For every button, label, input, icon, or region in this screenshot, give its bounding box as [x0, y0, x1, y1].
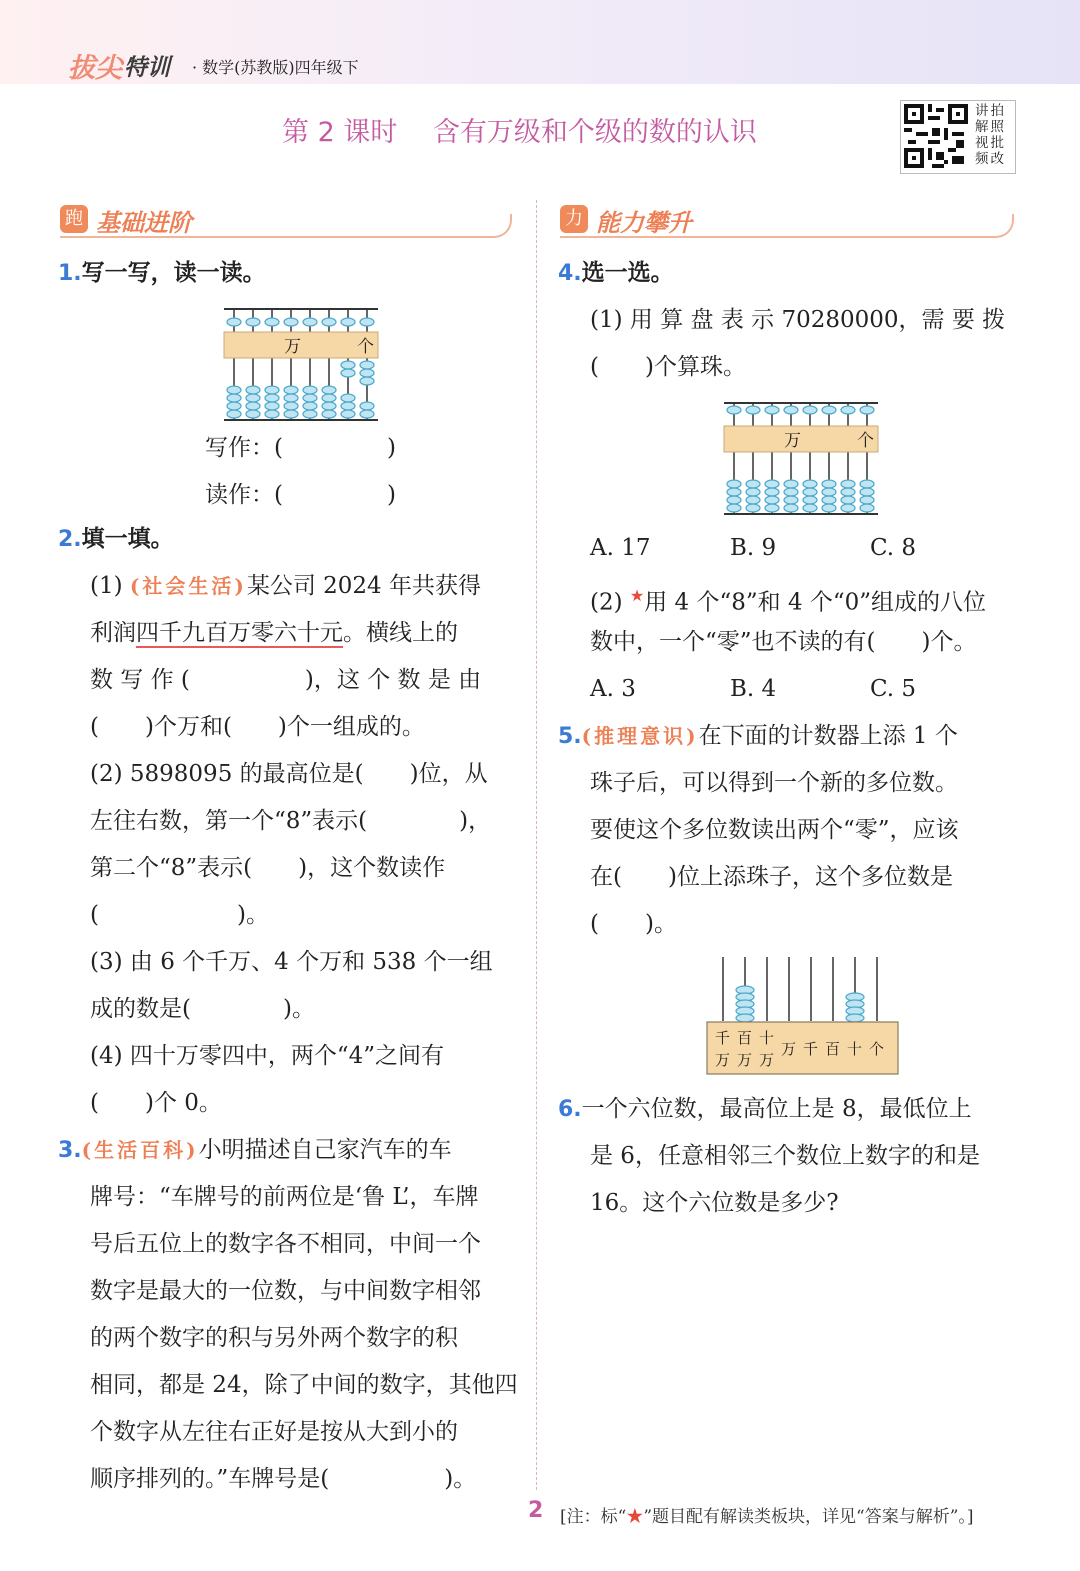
topic-tag: (推理意识)	[581, 724, 699, 748]
close-paren: )	[386, 482, 396, 508]
question-number: 3.	[58, 1138, 82, 1163]
place-label-qian: 千	[803, 1040, 819, 1058]
lesson-title: 第 2 课时 含有万级和个级的数的认识	[282, 117, 757, 148]
section-underline	[560, 214, 1014, 238]
q4-p1-line2[interactable]: ( )个算珠。	[590, 354, 746, 380]
question-3: 3.(生活百科)小明描述自己家汽车的车	[58, 1137, 452, 1163]
q4-option-a1[interactable]: A. 17	[590, 535, 651, 561]
q2-p1-line1: (1) (社会生活)某公司 2024 年共获得	[90, 573, 481, 599]
question-number: 1.	[58, 261, 82, 286]
footer-note: [注：标“★”题目配有解读类板块，详见“答案与解析”。]	[560, 1507, 974, 1527]
q3-line: 号后五位上的数字各不相同，中间一个	[90, 1231, 481, 1257]
section-title-basic: 基础进阶	[96, 209, 192, 237]
question-1	[58, 250, 266, 297]
place-label-baiwan: 百	[737, 1029, 753, 1047]
q2-p2-line1[interactable]: (2) 5898095 的最高位是( )位，从	[90, 761, 488, 787]
q2-p3-line1: (3) 由 6 个千万、4 个万和 538 个一组	[90, 949, 493, 975]
q2-p1-line3[interactable]: 数 写 作 ( )，这 个 数 是 由	[90, 667, 482, 693]
q5-line: 要使这个多位数读出两个“零”，应该	[590, 817, 959, 843]
q4-option-a2[interactable]: A. 3	[590, 676, 636, 702]
place-label-shiwan: 万	[759, 1051, 775, 1069]
question-text: 选一选。	[581, 260, 674, 286]
q3-line: 数字是最大的一位数，与中间数字相邻	[90, 1278, 481, 1304]
q2-p2-line4[interactable]: ( )。	[90, 902, 269, 928]
read-label: 读作：(	[205, 482, 283, 508]
q4-p2-line1: (2) ★用 4 个“8”和 4 个“0”组成的八位	[590, 586, 987, 616]
qr-caption: 讲拍解照视批频改	[975, 103, 1006, 167]
q5-line[interactable]: ( )。	[590, 911, 677, 937]
question-number: 4.	[558, 261, 582, 286]
abacus-label-wan: 万	[284, 337, 301, 357]
counter-beads	[736, 986, 864, 1022]
question-number: 6.	[558, 1097, 582, 1122]
place-label-baiwan: 万	[737, 1051, 753, 1069]
question-4	[558, 250, 674, 297]
q4-p2-line2[interactable]: 数中，一个“零”也不读的有( )个。	[590, 629, 977, 655]
qr-code-icon[interactable]	[904, 104, 968, 168]
question-5: 5.(推理意识)在下面的计数器上添 1 个	[558, 723, 958, 749]
q3-line: 的两个数字的积与另外两个数字的积	[90, 1325, 458, 1351]
place-label-ge: 个	[869, 1040, 885, 1058]
q3-answer-line[interactable]: 顺序排列的。”车牌号是( )。	[90, 1466, 477, 1492]
q6-line: 16。这个六位数是多少?	[590, 1190, 839, 1216]
close-paren: )	[386, 435, 396, 461]
q2-p3-line2[interactable]: 成的数是( )。	[90, 996, 315, 1022]
question-6: 6.一个六位数，最高位上是 8，最低位上	[558, 1096, 972, 1122]
question-text: 填一填。	[81, 526, 174, 552]
page-number: 2	[528, 1498, 544, 1523]
q1-write-line[interactable]	[205, 425, 396, 472]
section-underline	[60, 214, 512, 238]
q6-line: 是 6，任意相邻三个数位上数字的和是	[590, 1143, 980, 1169]
q4-option-c2[interactable]: C. 5	[870, 676, 917, 702]
place-label-qianwan: 万	[715, 1051, 731, 1069]
star-icon: ★	[626, 1507, 644, 1527]
q2-p2-line3[interactable]: 第二个“8”表示( )，这个数读作	[90, 855, 446, 881]
q2-p4-line2[interactable]: ( )个 0。	[90, 1090, 222, 1116]
brand-logo-dark: 特训	[124, 55, 170, 81]
place-label-wan: 万	[781, 1040, 797, 1058]
runner-icon: 跑	[60, 205, 88, 233]
place-label-bai: 百	[825, 1040, 841, 1058]
q2-p4-line1: (4) 四十万零四中，两个“4”之间有	[90, 1043, 445, 1069]
question-number: 2.	[58, 527, 82, 552]
abacus-q1	[222, 306, 380, 424]
counting-frame	[705, 955, 900, 1077]
section-title-advanced: 能力攀升	[596, 209, 692, 237]
place-label-shi: 十	[847, 1040, 863, 1058]
abacus-q4	[722, 400, 880, 518]
underlined-number: 四千九百万零六十元	[136, 620, 343, 646]
q2-p1-line4[interactable]: ( )个万和( )个一组成的。	[90, 714, 425, 740]
place-label-shiwan: 十	[759, 1029, 775, 1047]
q4-option-b1[interactable]: B. 9	[730, 535, 777, 561]
place-label-qianwan: 千	[715, 1029, 731, 1047]
strength-icon: 力	[560, 205, 588, 233]
abacus-label-ge: 个	[357, 337, 374, 357]
q2-p2-line2[interactable]: 左往右数，第一个“8”表示( )，	[90, 808, 492, 834]
q4-option-b2[interactable]: B. 4	[730, 676, 777, 702]
q3-line: 个数字从左往右正好是按从大到小的	[90, 1419, 458, 1445]
write-label: 写作：(	[205, 435, 283, 461]
topic-tag: (生活百科)	[81, 1138, 199, 1162]
q4-p1-line1: (1) 用 算 盘 表 示 70280000，需 要 拨	[590, 307, 1006, 333]
q2-p1-line2: 利润四千九百万零六十元。横线上的	[90, 620, 458, 646]
topic-tag: (社会生活)	[129, 574, 247, 598]
question-number: 5.	[558, 724, 582, 749]
abacus-label-ge: 个	[857, 431, 874, 451]
question-text: 写一写，读一读。	[81, 260, 266, 286]
q3-line: 相同，都是 24，除了中间的数字，其他四	[90, 1372, 518, 1398]
star-icon: ★	[629, 586, 645, 605]
column-divider	[536, 200, 537, 1490]
abacus-beads	[727, 406, 874, 512]
book-subtitle: · 数学(苏教版)四年级下	[192, 58, 359, 77]
q4-option-c1[interactable]: C. 8	[870, 535, 917, 561]
q1-read-line[interactable]	[205, 472, 396, 519]
abacus-label-wan: 万	[784, 431, 801, 451]
q5-line[interactable]: 在( )位上添珠子，这个多位数是	[590, 864, 953, 890]
brand-logo-red: 拔尖	[68, 53, 122, 84]
q5-line: 珠子后，可以得到一个新的多位数。	[590, 770, 958, 796]
question-2	[58, 516, 174, 563]
q3-line: 牌号：“车牌号的前两位是‘鲁 L’，车牌	[90, 1184, 479, 1210]
